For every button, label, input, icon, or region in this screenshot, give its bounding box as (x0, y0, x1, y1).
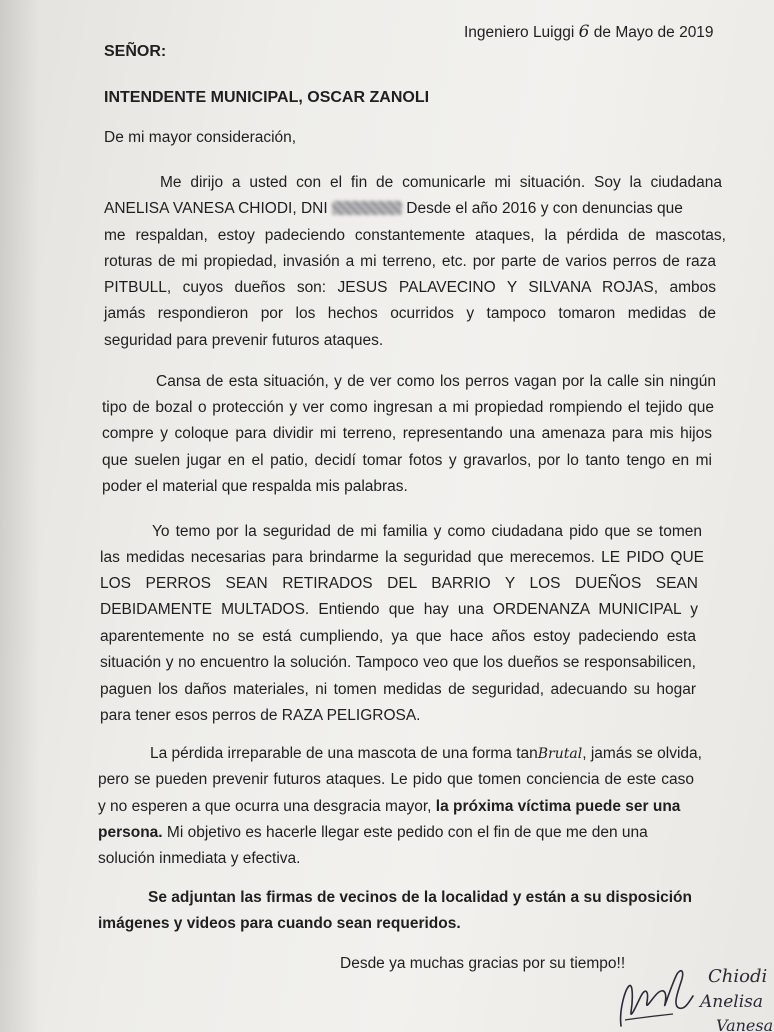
p4-bold-warning: la próxima víctima puede ser una (435, 798, 681, 815)
p4-line-5: solución inmediata y efectiva. (98, 850, 301, 867)
p1-name-dni: ANELISA VANESA CHIODI, DNI (104, 200, 328, 217)
p3-line: situación y no encuentro la solución. Tampoco veo que los dueños se responsabilicen, (100, 654, 696, 671)
p3-line: DEBIDAMENTE MULTADOS. Entiendo que hay una ORDENANZA MUNICIPAL y (100, 601, 698, 618)
p3-line: aparentemente no se está cumpliendo, ya que hace años estoy padeciendo esta (100, 628, 696, 645)
signature-middlename: Vanesa (716, 1016, 774, 1032)
p4-bold-persona: persona. (98, 824, 163, 841)
p2-line: que suelen jugar en el patio, decidí tomar fotos y gravarlos, por lo tanto tengo en mi (102, 452, 712, 469)
p1-line-dni (104, 199, 722, 219)
date-day-handwritten: 6 (578, 22, 590, 42)
date-month-year: de Mayo de 2019 (593, 24, 714, 41)
p4-text: , jamás se olvida, (582, 745, 702, 762)
redacted-dni (332, 201, 402, 215)
salutation: SEÑOR: (104, 43, 167, 60)
p3-line: las medidas necesarias para brindarme la seguridad que merecemos. LE PIDO QUE (100, 549, 704, 566)
p4-line-3 (98, 797, 680, 817)
p3-line: paguen los daños materiales, ni tomen medidas de seguridad, adecuando su hogar (100, 681, 696, 698)
p2-line: poder el material que respalda mis palabras. (102, 478, 408, 495)
greeting: De mi mayor consideración, (104, 129, 297, 146)
p1-line: me respaldan, estoy padeciendo constantemente ataques, la pérdida de mascotas, (104, 227, 726, 244)
p1-since: Desde el año 2016 y con denuncias que (406, 200, 683, 217)
p4-line-1 (150, 744, 702, 764)
date-place: Ingeniero Luiggi (464, 24, 575, 41)
recipient: INTENDENTE MUNICIPAL, OSCAR ZANOLI (104, 89, 430, 106)
p3-line: para tener esos perros de RAZA PELIGROSA. (100, 707, 421, 724)
p5-line: Se adjuntan las firmas de vecinos de la localidad y están a su disposición (148, 889, 692, 906)
p1-line: seguridad para prevenir futuros ataques. (104, 332, 384, 349)
p4-line-4 (98, 823, 648, 843)
p2-line: tipo de bozal o protección y ver como ingresan a mi propiedad rompiendo el tejido que (102, 399, 714, 416)
signature-surname: Chiodi (708, 966, 768, 987)
closing: Desde ya muchas gracias por su tiempo!! (340, 955, 626, 972)
page-shadow (0, 0, 40, 1032)
p2-line: Cansa de esta situación, y de ver como los perros vagan por la calle sin ningún (156, 373, 716, 390)
p5-line: imágenes y videos para cuando sean requeridos. (98, 915, 461, 932)
p2-line: compre y coloque para dividir mi terreno, representando una amenaza para mis hijos (102, 425, 712, 442)
p1-line: Me dirijo a usted con el fin de comunicarle mi situación. Soy la ciudadana (160, 174, 722, 191)
p4-text: La pérdida irreparable de una mascota de una forma tan (150, 745, 538, 762)
letter-date (464, 22, 714, 43)
signature-scrawl (615, 960, 695, 1032)
p4-line-2: pero se pueden prevenir futuros ataques. Le pido que tomen conciencia de este caso (98, 771, 694, 788)
p3-line: Yo temo por la seguridad de mi familia y como ciudadana pido que se tomen (152, 523, 702, 540)
p1-line: PITBULL, cuyos dueños son: JESUS PALAVECINO Y SILVANA ROJAS, ambos (104, 279, 716, 296)
p1-line: jamás respondieron por los hechos ocurridos y tampoco tomaron medidas de (104, 305, 716, 322)
handwritten-word-brutal: Brutal (537, 746, 583, 762)
p4-text: y no esperen a que ocurra una desgracia mayor, (98, 798, 432, 815)
p3-line: LOS PERROS SEAN RETIRADOS DEL BARRIO Y LOS DUEÑOS SEAN (100, 575, 698, 592)
p1-line: roturas de mi propiedad, invasión a mi terreno, etc. por parte de varios perros de raza (104, 253, 716, 270)
p4-text: Mi objetivo es hacerle llegar este pedido con el fin de que me den una (166, 824, 648, 841)
signature-firstname: Anelisa (700, 992, 764, 1012)
